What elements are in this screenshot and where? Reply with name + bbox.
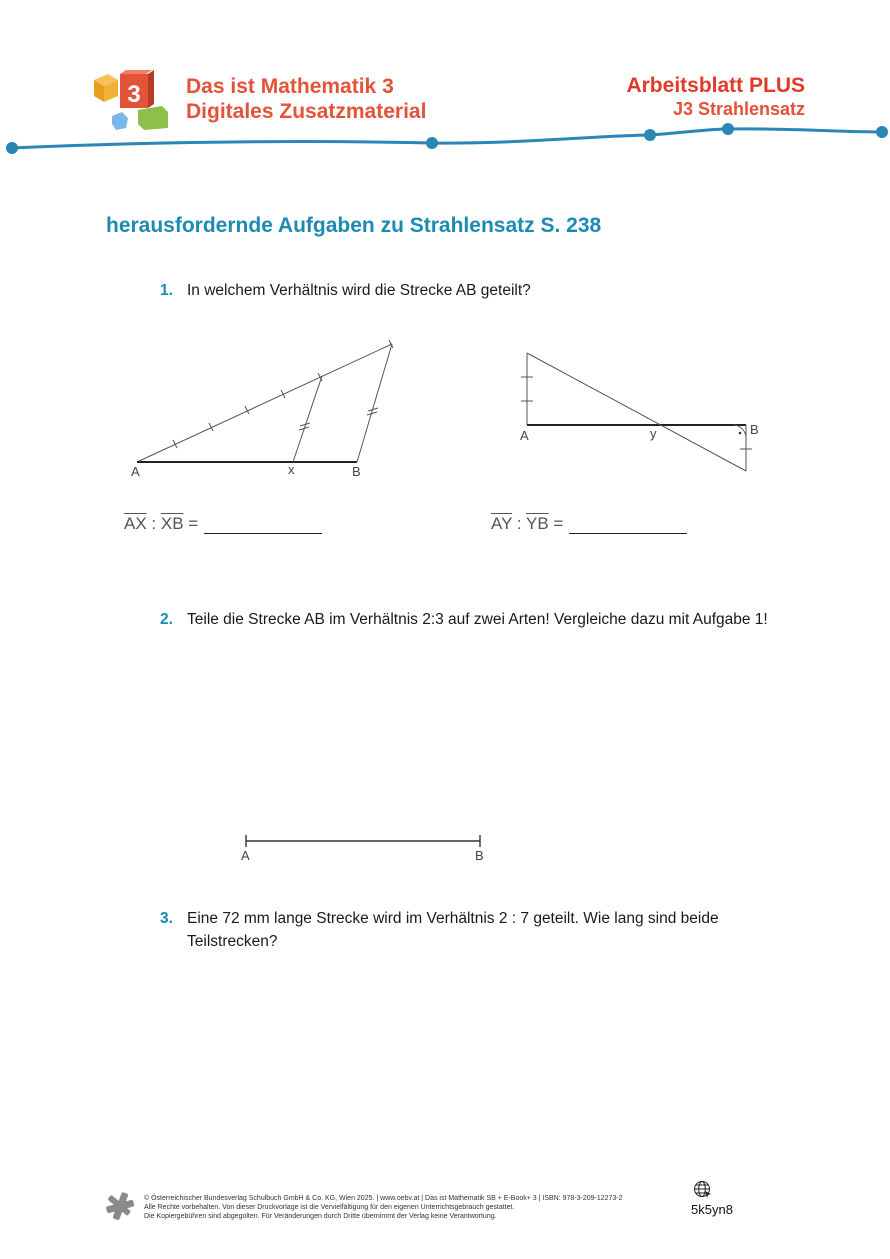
fig2-label-y: y: [650, 426, 657, 441]
figure-1-triangle: [125, 330, 415, 485]
book-subtitle: Digitales Zusatzmaterial: [186, 100, 427, 123]
task-3-text: Eine 72 mm lange Strecke wird im Verhältnis 2 : 7 geteilt. Wie lang sind beide Teilstrecken?: [187, 910, 719, 950]
web-link-icon[interactable]: [693, 1180, 713, 1200]
task-3-number: 3.: [160, 910, 173, 927]
fig2-label-b: B: [750, 422, 759, 437]
ratio-1-left: $\overline{AX}$: [124, 514, 147, 533]
footer-line-2: Alle Rechte vorbehalten. Von dieser Druckvorlage ist die Vervielfältigung für den eigenen Unterrichtsgebrauch gestattet.: [144, 1204, 515, 1211]
fig1-label-x: x: [288, 462, 295, 477]
footer-line-1: © Österreichischer Bundesverlag Schulbuch GmbH & Co. KG, Wien 2025. | www.oebv.at | Das ist Mathematik SB + E-Book+ 3 | ISBN: 978-3-209-12273-2: [144, 1195, 623, 1202]
task-2-text: Teile die Strecke AB im Verhältnis 2:3 auf zwei Arten! Vergleiche dazu mit Aufgabe 1!: [187, 611, 768, 628]
ratio-2-answer-blank[interactable]: [569, 517, 687, 534]
ratio-2-sep: :: [512, 514, 526, 533]
sheet-type: Arbeitsblatt PLUS: [626, 74, 805, 97]
ratio-1: [124, 514, 322, 534]
publisher-logo-icon: [104, 1190, 136, 1222]
ratio-1-right: $\overline{XB}$: [160, 514, 184, 533]
sheet-topic: J3 Strahlensatz: [672, 99, 805, 119]
fig3-label-a: A: [241, 848, 250, 863]
logo-number: 3: [127, 81, 141, 108]
header-sheet: [626, 74, 805, 120]
page-title: herausfordernde Aufgaben zu Strahlensatz S. 238: [106, 214, 602, 237]
ratio-2-right: $\overline{YB}$: [525, 514, 549, 533]
ratio-1-answer-blank[interactable]: [204, 517, 322, 534]
task-1-text: In welchem Verhältnis wird die Strecke AB geteilt?: [187, 282, 531, 299]
header-book: [186, 74, 426, 124]
fig3-label-b: B: [475, 848, 484, 863]
task-2-number: 2.: [160, 611, 173, 628]
fig1-label-b: B: [352, 464, 361, 479]
task-2: [160, 608, 780, 631]
ratio-1-sep: :: [146, 514, 161, 533]
task-3: [160, 907, 780, 953]
figure-2-triangles: [515, 345, 775, 480]
header-wave-line: [0, 120, 890, 160]
book-title: Das ist Mathematik 3: [186, 75, 394, 98]
footer-line-3: Die Kopiergebühren sind abgegolten. Für Veränderungen durch Dritte übernimmt der Verlag keine Verantwortung.: [144, 1213, 497, 1220]
fig2-label-a: A: [520, 428, 529, 443]
task-1: [160, 279, 780, 302]
figure-3-segment: [236, 830, 496, 866]
ratio-2-left: $\overline{AY}$: [491, 514, 513, 533]
task-1-number: 1.: [160, 282, 173, 299]
footer-copyright: [144, 1194, 623, 1221]
web-code[interactable]: 5k5yn8: [691, 1202, 733, 1217]
ratio-2: [491, 514, 687, 534]
ratio-1-eq: =: [183, 514, 199, 533]
fig1-label-a: A: [131, 464, 140, 479]
ratio-2-eq: =: [548, 514, 564, 533]
